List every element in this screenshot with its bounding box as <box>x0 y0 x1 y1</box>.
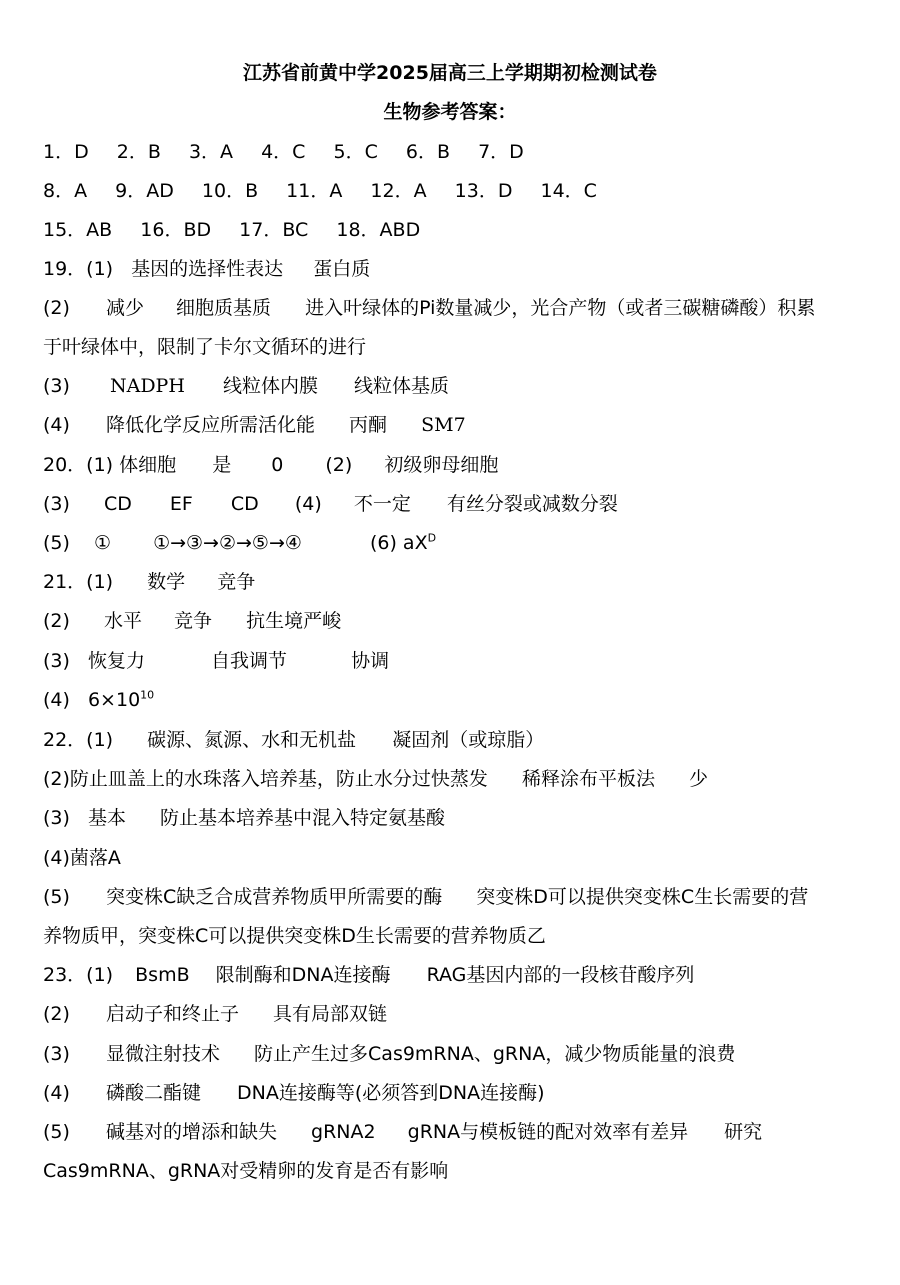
q21-4-label: (4) <box>43 689 70 711</box>
q19-3-answer-a: NADPH <box>109 375 185 397</box>
answer-16: 16．BD <box>140 219 212 241</box>
q19-line-5 <box>43 412 863 438</box>
q23-5-answer-b: gRNA2 <box>311 1121 376 1143</box>
q21-4-answer-base: 6×10 <box>87 689 141 711</box>
q20-4-answer-a: 不一定 <box>353 493 411 515</box>
q20-3-answer-b: EF <box>169 493 193 515</box>
q19-2-answer-a: 减少 <box>105 297 144 319</box>
answer-5: 5．C <box>333 141 378 163</box>
q22-line-3 <box>43 805 863 831</box>
q21-4-answer <box>88 687 154 713</box>
q23-1-label: 23．(1) <box>43 964 114 986</box>
q21-3-answer-b: 自我调节 <box>211 650 288 672</box>
q22-5-answer-a: 突变株C缺乏合成营养物质甲所需要的酶 <box>105 886 443 908</box>
answer-4: 4．C <box>261 141 306 163</box>
q20-5-answer-a: ① <box>93 532 112 554</box>
q21-3-answer-a: 恢复力 <box>87 650 145 672</box>
q19-4-label: (4) <box>43 414 70 436</box>
q19-1-answer-a: 基因的选择性表达 <box>131 258 284 280</box>
q23-line-4 <box>43 1080 863 1106</box>
q22-5-label: (5) <box>43 886 70 908</box>
q20-6-answer <box>370 530 436 556</box>
q22-3-answer-b: 防止基本培养基中混入特定氨基酸 <box>160 807 446 829</box>
q20-1-answer-a: 20．(1) 体细胞 <box>43 454 177 476</box>
q21-1-answer-a: 数学 <box>147 571 186 593</box>
q19-line-3: 于叶绿体中，限制了卡尔文循环的进行 <box>43 336 367 358</box>
q19-3-answer-c: 线粒体基质 <box>354 375 450 397</box>
answer-11: 11．A <box>286 180 343 202</box>
page-title: 江苏省前黄中学2025届高三上学期期初检测试卷 <box>243 62 657 84</box>
mc-answers-row-2 <box>43 178 863 204</box>
q22-line-4: (4)菌落A <box>43 847 121 869</box>
answer-12: 12．A <box>370 180 427 202</box>
q21-1-answer-b: 竞争 <box>217 571 256 593</box>
answer-2: 2．B <box>116 141 161 163</box>
q19-number: 19．(1) <box>43 258 114 280</box>
q23-1-answer-a: BsmB <box>135 964 190 986</box>
q23-2-answer-b: 具有局部双链 <box>273 1003 388 1025</box>
q23-3-label: (3) <box>43 1043 70 1065</box>
q20-line-2 <box>43 491 863 517</box>
q23-line-2 <box>43 1001 863 1027</box>
answer-9: 9．AD <box>115 180 174 202</box>
mc-answers-row-3 <box>43 217 863 243</box>
q23-5-answer-c: gRNA与模板链的配对效率有差异 <box>407 1121 689 1143</box>
q23-3-answer-b: 防止产生过多Cas9mRNA、gRNA，减少物质能量的浪费 <box>254 1043 736 1065</box>
q21-line-2 <box>43 608 863 634</box>
q19-1-answer-b: 蛋白质 <box>313 258 371 280</box>
answer-6: 6．B <box>405 141 451 163</box>
q19-line-1 <box>43 256 863 282</box>
q22-line-5 <box>43 884 863 910</box>
q22-1-answer-b: 凝固剂（或琼脂） <box>392 729 545 751</box>
q19-3-label: (3) <box>43 375 70 397</box>
q19-2-label: (2) <box>43 297 70 319</box>
answer-3: 3．A <box>188 141 234 163</box>
q20-2-label: (2) <box>325 454 353 476</box>
q23-4-answer-a: 磷酸二酯键 <box>105 1082 201 1104</box>
q20-3-answer-c: CD <box>230 493 259 515</box>
q22-1-label: 22．(1) <box>43 729 114 751</box>
q23-line-5 <box>43 1119 863 1145</box>
q23-5-label: (5) <box>43 1121 70 1143</box>
answer-1: 1．D <box>43 141 89 163</box>
q20-6-answer-base: (6) aX <box>369 532 428 554</box>
answer-7: 7．D <box>478 141 524 163</box>
q22-1-answer-a: 碳源、氮源、水和无机盐 <box>147 729 357 751</box>
q21-line-3 <box>43 648 863 674</box>
q23-2-answer-a: 启动子和终止子 <box>105 1003 239 1025</box>
q20-3-answer-a: CD <box>103 493 132 515</box>
q22-3-label: (3) <box>43 807 70 829</box>
q21-2-answer-b: 竞争 <box>174 610 213 632</box>
answer-17: 17．BC <box>239 219 309 241</box>
q22-line-1 <box>43 727 863 753</box>
q22-2-answer-c: 少 <box>689 768 709 790</box>
answer-8: 8．A <box>43 180 88 202</box>
q20-1-answer-c: 0 <box>271 454 284 476</box>
q20-4-answer-b: 有丝分裂或减数分裂 <box>446 493 618 515</box>
q19-4-answer-c: SM7 <box>421 414 466 436</box>
q19-4-answer-b: 丙酮 <box>349 414 388 436</box>
q21-3-answer-c: 协调 <box>351 650 390 672</box>
q21-line-4 <box>43 687 863 713</box>
q23-1-answer-c: RAG基因内部的一段核苷酸序列 <box>426 964 695 986</box>
q22-2-answer-b: 稀释涂布平板法 <box>521 768 655 790</box>
q19-line-4 <box>43 373 863 399</box>
q20-1-answer-b: 是 <box>212 454 232 476</box>
q19-2-answer-b: 细胞质基质 <box>176 297 272 319</box>
q20-5-label: (5) <box>43 532 70 554</box>
q20-2-answer: 初级卵母细胞 <box>384 454 499 476</box>
q21-line-1 <box>43 569 863 595</box>
q23-5-answer-d: 研究 <box>724 1121 763 1143</box>
q22-5-answer-b: 突变株D可以提供突变株C生长需要的营 <box>476 886 809 908</box>
q19-4-answer-a: 降低化学反应所需活化能 <box>105 414 315 436</box>
mc-answers-row-1 <box>43 139 863 165</box>
q21-1-label: 21．(1) <box>43 571 114 593</box>
q19-3-answer-b: 线粒体内膜 <box>222 375 318 397</box>
q23-1-answer-b: 限制酶和DNA连接酶 <box>215 964 391 986</box>
q23-5-answer-a: 碱基对的增添和缺失 <box>105 1121 277 1143</box>
q21-2-answer-a: 水平 <box>103 610 142 632</box>
q20-line-3 <box>43 530 863 556</box>
q22-line-2 <box>43 766 863 792</box>
answer-14: 14．C <box>540 180 597 202</box>
q22-2-answer-a: (2)防止皿盖上的水珠落入培养基，防止水分过快蒸发 <box>43 768 488 790</box>
q21-2-answer-c: 抗生境严峻 <box>246 610 342 632</box>
q21-3-label: (3) <box>43 650 70 672</box>
q19-line-2 <box>43 295 863 321</box>
page-subtitle: 生物参考答案： <box>383 101 517 123</box>
q22-line-6: 养物质甲，突变株C可以提供突变株D生长需要的营养物质乙 <box>43 925 546 947</box>
q23-line-1 <box>43 962 863 988</box>
q21-2-label: (2) <box>43 610 70 632</box>
answer-18: 18．ABD <box>336 219 421 241</box>
q22-3-answer-a: 基本 <box>87 807 126 829</box>
q19-2-answer-c: 进入叶绿体的Pi数量减少，光合产物（或者三碳糖磷酸）积累 <box>305 297 816 319</box>
q23-4-label: (4) <box>43 1082 70 1104</box>
answer-15: 15．AB <box>43 219 113 241</box>
q20-3-label: (3) <box>43 493 70 515</box>
answer-13: 13．D <box>454 180 513 202</box>
q20-5-answer-b: ①→③→②→⑤→④ <box>153 532 302 554</box>
q23-line-6: Cas9mRNA、gRNA对受精卵的发育是否有影响 <box>43 1160 449 1182</box>
q20-6-answer-superscript: D <box>427 531 437 545</box>
q20-line-1 <box>43 452 863 478</box>
q20-4-label: (4) <box>294 493 322 515</box>
answer-10: 10．B <box>201 180 259 202</box>
q21-4-answer-exponent: 10 <box>140 688 155 702</box>
q23-2-label: (2) <box>43 1003 70 1025</box>
q23-3-answer-a: 显微注射技术 <box>105 1043 220 1065</box>
q23-line-3 <box>43 1041 863 1067</box>
q23-4-answer-b: DNA连接酶等(必须答到DNA连接酶) <box>237 1082 545 1104</box>
